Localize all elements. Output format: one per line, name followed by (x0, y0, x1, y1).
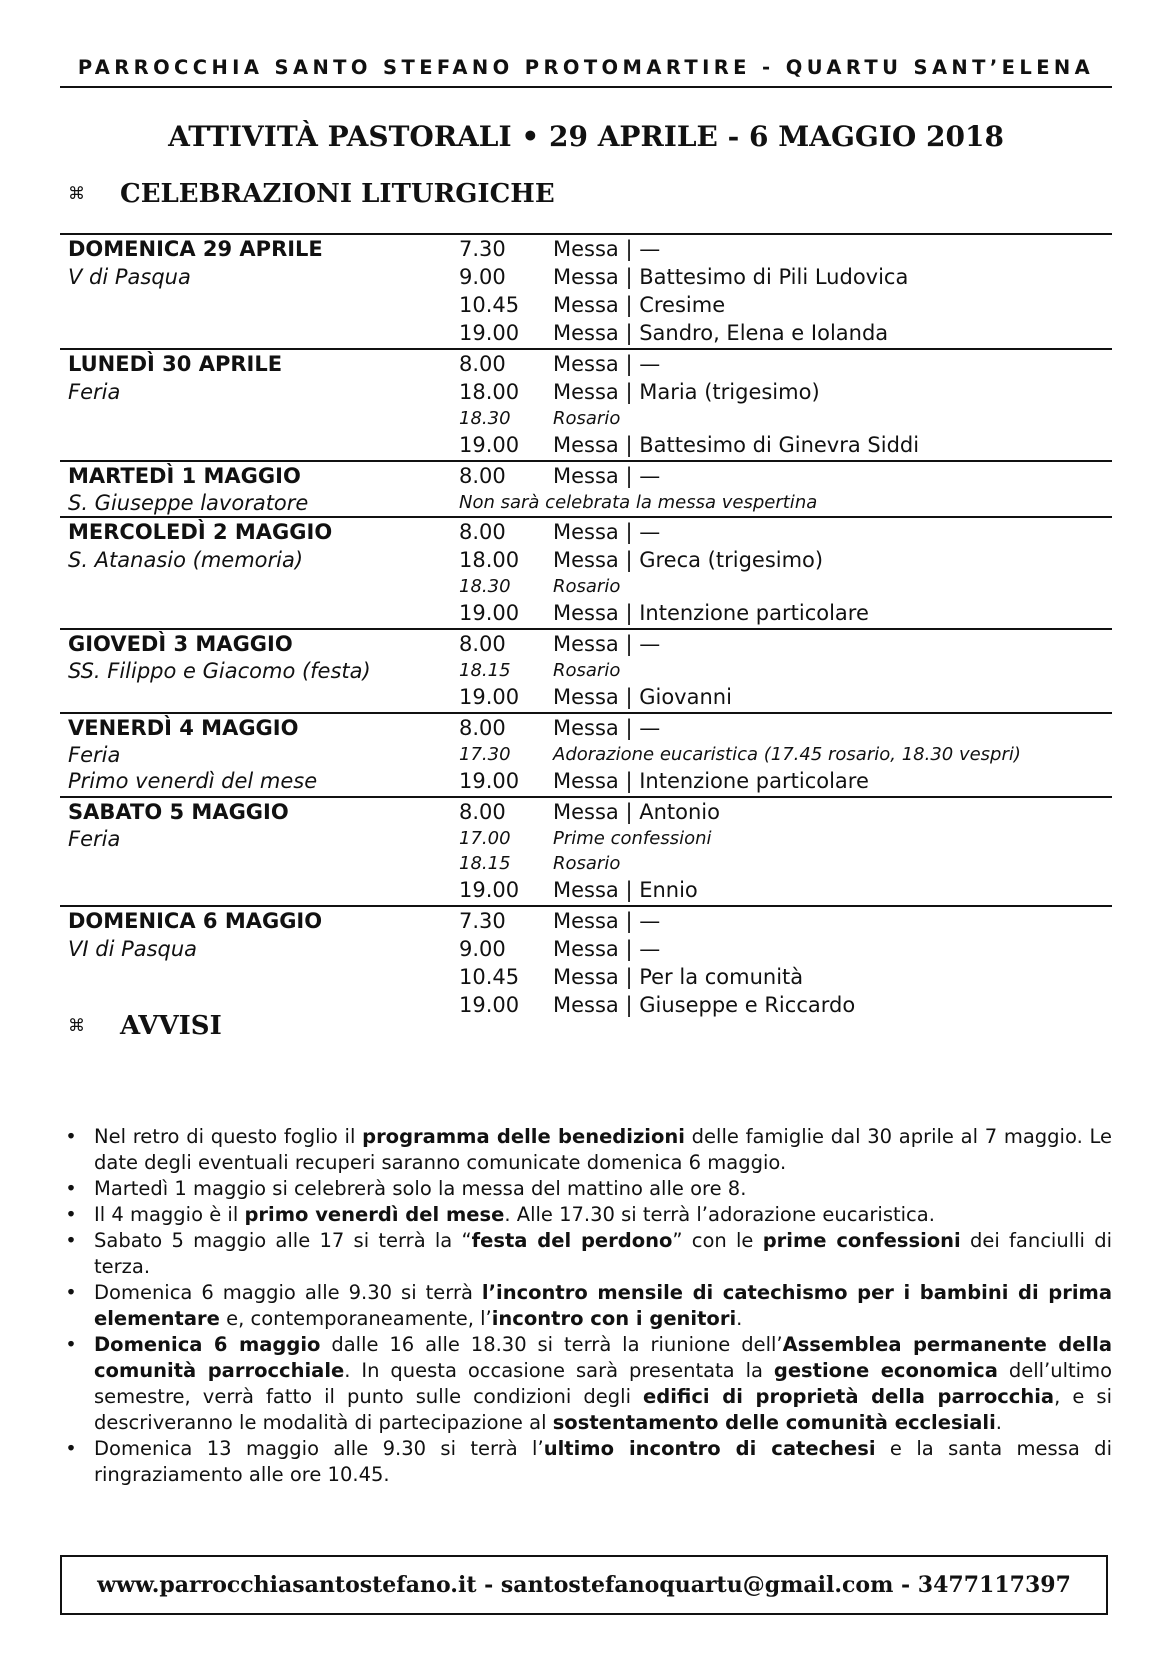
schedule-row (60, 876, 1112, 904)
day-description: VI di Pasqua (68, 937, 198, 961)
event-time: 19.00 (459, 878, 520, 902)
notice-emphasis: Assemblea permanente della comunità parrocchiale (94, 1333, 1112, 1382)
schedule-day (60, 712, 1112, 796)
schedule-day (60, 796, 1112, 905)
schedule-day (60, 460, 1112, 516)
contact-footer (60, 1555, 1108, 1615)
day-name: DOMENICA 6 MAGGIO (68, 909, 323, 933)
notice-emphasis: edifici di proprietà della parrocchia (643, 1385, 1055, 1408)
schedule-day (60, 516, 1112, 628)
schedule-row (60, 658, 1112, 683)
event-description: Rosario (553, 576, 621, 597)
day-description: SS. Filippo e Giacomo (festa) (68, 658, 371, 683)
day-description: S. Giuseppe lavoratore (68, 490, 309, 515)
notice-text: e, contemporaneamente, l’ (219, 1307, 492, 1330)
event-time: 9.00 (459, 937, 506, 961)
section-mark-icon: ⌘ (68, 1016, 85, 1036)
notice-emphasis: prime confessioni (762, 1229, 961, 1252)
header-divider (60, 86, 1112, 88)
event-time: 8.00 (459, 716, 506, 740)
notice-text: Sabato 5 maggio alle 17 si terrà la “ (94, 1229, 472, 1252)
event-time: 7.30 (459, 909, 506, 933)
event-time: 18.15 (459, 660, 511, 681)
notice-text: ” con le (672, 1229, 763, 1252)
event-description: Messa | Cresime (553, 293, 726, 317)
bullet-icon: • (65, 1437, 77, 1460)
event-description: Messa | — (553, 464, 661, 488)
day-name: MERCOLEDÌ 2 MAGGIO (68, 520, 333, 544)
bullet-icon: • (65, 1281, 77, 1304)
schedule-day (60, 348, 1112, 460)
notice-emphasis: programma delle benedizioni (362, 1125, 685, 1148)
event-time: 10.45 (459, 293, 520, 317)
schedule-row (60, 742, 1112, 767)
day-name: SABATO 5 MAGGIO (68, 800, 289, 824)
notice-text: Martedì 1 maggio si celebrerà solo la messa del mattino alle ore 8. (94, 1177, 747, 1200)
notice-emphasis: festa del perdono (471, 1229, 673, 1252)
notice-emphasis: Domenica 6 maggio (94, 1333, 321, 1356)
event-description: Rosario (553, 660, 621, 681)
event-time: 18.00 (459, 548, 520, 572)
day-description: Feria (68, 742, 121, 767)
day-name: LUNEDÌ 30 APRILE (68, 352, 283, 376)
schedule-row (60, 630, 1112, 658)
event-description: Messa | — (553, 520, 661, 544)
notice-text: . (995, 1411, 1002, 1434)
event-description: Messa | Sandro, Elena e Iolanda (553, 321, 889, 345)
event-description: Messa | Giovanni (553, 685, 732, 709)
bullet-icon: • (65, 1125, 77, 1148)
event-time: 18.30 (459, 408, 511, 429)
day-name: DOMENICA 29 APRILE (68, 237, 323, 261)
notice-text: e la santa messa di ringraziamento alle ore 10.45. (94, 1437, 1112, 1486)
notices-list (60, 1124, 1112, 1488)
event-description: Adorazione eucaristica (17.45 rosario, 18.30 vespri) (553, 744, 1021, 765)
event-time: 8.00 (459, 520, 506, 544)
schedule-day (60, 233, 1112, 348)
notice-emphasis: primo venerdì del mese (244, 1203, 505, 1226)
event-description: Messa | — (553, 632, 661, 656)
day-description: S. Atanasio (memoria) (68, 548, 304, 572)
event-time: 10.45 (459, 965, 520, 989)
day-name: GIOVEDÌ 3 MAGGIO (68, 632, 293, 656)
notice-text: . In questa occasione sarà presentata la (344, 1359, 774, 1382)
event-time: 8.00 (459, 464, 506, 488)
event-time: 8.00 (459, 800, 506, 824)
schedule-row (60, 599, 1112, 627)
event-description: Rosario (553, 408, 621, 429)
parish-header: PARROCCHIA SANTO STEFANO PROTOMARTIRE - QUARTU SANT’ELENA (77, 56, 1095, 79)
event-description: Messa | Battesimo di Pili Ludovica (553, 265, 909, 289)
schedule-row (60, 683, 1112, 711)
event-time: 8.00 (459, 632, 506, 656)
section-mark-icon: ⌘ (68, 184, 85, 204)
schedule-row (60, 851, 1112, 876)
event-time: 9.00 (459, 265, 506, 289)
schedule-row (60, 235, 1112, 263)
schedule-row (60, 935, 1112, 963)
notice-item (60, 1332, 1112, 1436)
event-time: 18.00 (459, 380, 520, 404)
schedule-day (60, 628, 1112, 712)
section-celebrations-heading (68, 175, 555, 213)
schedule-row (60, 714, 1112, 742)
day-name: VENERDÌ 4 MAGGIO (68, 716, 299, 740)
notice-item (60, 1202, 1112, 1228)
notice-emphasis: l’incontro mensile di catechismo per i bambini di prima elementare (94, 1281, 1112, 1330)
notice-text: dalle 16 alle 18.30 si terrà la riunione dell’ (320, 1333, 783, 1356)
event-time: 19.00 (459, 769, 520, 793)
notice-text: Domenica 13 maggio alle 9.30 si terrà l’ (94, 1437, 544, 1460)
event-time: 18.30 (459, 576, 511, 597)
event-description: Messa | Battesimo di Ginevra Siddi (553, 433, 920, 457)
event-description: Prime confessioni (553, 828, 712, 849)
notice-text: Domenica 6 maggio alle 9.30 si terrà (94, 1281, 482, 1304)
event-description: Messa | Intenzione particolare (553, 769, 869, 793)
day-name: MARTEDÌ 1 MAGGIO (68, 464, 301, 488)
notice-item (60, 1176, 1112, 1202)
schedule-row (60, 490, 1112, 515)
notice-emphasis: incontro con i genitori (491, 1307, 737, 1330)
notice-emphasis: ultimo incontro di catechesi (543, 1437, 876, 1460)
notice-item (60, 1436, 1112, 1488)
schedule-row (60, 319, 1112, 347)
notice-emphasis: gestione economica (773, 1359, 998, 1382)
event-description: Messa | — (553, 237, 661, 261)
schedule-row (60, 574, 1112, 599)
bullet-icon: • (65, 1229, 77, 1252)
notice-text: delle famiglie dal 30 aprile al 7 maggio. Le date degli eventuali recuperi saranno comunicate domenica 6 maggio. (94, 1125, 1112, 1174)
schedule-row (60, 798, 1112, 826)
schedule-row (60, 963, 1112, 991)
day-description: Feria (68, 826, 121, 851)
schedule-row (60, 378, 1112, 406)
event-description: Messa | Maria (trigesimo) (553, 380, 820, 404)
day-description: Feria (68, 380, 121, 404)
event-description: Messa | Per la comunità (553, 965, 804, 989)
schedule-row (60, 291, 1112, 319)
event-description: Messa | — (553, 716, 661, 740)
event-description: Messa | Greca (trigesimo) (553, 548, 824, 572)
event-time: 17.30 (459, 744, 511, 765)
notice-text: Il 4 maggio è il (94, 1203, 245, 1226)
event-description: Messa | — (553, 937, 661, 961)
notice-text: Nel retro di questo foglio il (94, 1125, 363, 1148)
event-time: 17.00 (459, 828, 511, 849)
event-time: 7.30 (459, 237, 506, 261)
notice-text: , e si descriveranno le modalità di partecipazione al (94, 1385, 1113, 1434)
schedule-row (60, 907, 1112, 935)
event-description: Messa | Antonio (553, 800, 720, 824)
notice-item (60, 1280, 1112, 1332)
schedule-row (60, 263, 1112, 291)
event-time: 18.15 (459, 853, 511, 874)
schedule-row (60, 431, 1112, 459)
section-celebrations-label: CELEBRAZIONI LITURGICHE (120, 179, 555, 209)
event-note: Non sarà celebrata la messa vespertina (459, 492, 818, 513)
section-notices-heading (68, 1007, 222, 1045)
schedule-row (60, 518, 1112, 546)
schedule-row (60, 767, 1112, 795)
schedule-row (60, 546, 1112, 574)
contact-text: www.parrocchiasantostefano.it - santostefanoquartu@gmail.com - 3477117397 (97, 1572, 1071, 1598)
notice-text: dell’ultimo semestre, verrà fatto il punto sulle condizioni degli (94, 1359, 1112, 1408)
event-time: 19.00 (459, 433, 520, 457)
schedule-row (60, 350, 1112, 378)
event-time: 19.00 (459, 685, 520, 709)
bullet-icon: • (65, 1203, 77, 1226)
event-description: Messa | — (553, 909, 661, 933)
bulletin-page (60, 0, 1112, 1654)
schedule-row (60, 406, 1112, 431)
notice-text: dei fanciulli di terza. (94, 1229, 1113, 1278)
notice-emphasis: sostentamento delle comunità ecclesiali (552, 1411, 996, 1434)
schedule-row (60, 462, 1112, 490)
event-description: Messa | — (553, 352, 661, 376)
event-description: Messa | Intenzione particolare (553, 601, 869, 625)
event-time: 19.00 (459, 601, 520, 625)
liturgical-schedule (60, 233, 1112, 1020)
notice-text: . Alle 17.30 si terrà l’adorazione eucaristica. (504, 1203, 935, 1226)
notice-text: . (736, 1307, 743, 1330)
event-time: 19.00 (459, 993, 520, 1017)
day-description: V di Pasqua (68, 265, 191, 289)
section-notices-label: AVVISI (120, 1011, 222, 1041)
event-time: 19.00 (459, 321, 520, 345)
bullet-icon: • (65, 1177, 77, 1200)
day-description: Primo venerdì del mese (68, 769, 318, 793)
event-description: Rosario (553, 853, 621, 874)
event-time: 8.00 (459, 352, 506, 376)
notice-item (60, 1228, 1112, 1280)
event-description: Messa | Giuseppe e Riccardo (553, 993, 856, 1017)
event-description: Messa | Ennio (553, 878, 698, 902)
notice-item (60, 1124, 1112, 1176)
schedule-row (60, 826, 1112, 851)
bullet-icon: • (65, 1333, 77, 1356)
page-title: ATTIVITÀ PASTORALI • 29 APRILE - 6 MAGGIO 2018 (168, 120, 1004, 153)
schedule-day (60, 905, 1112, 1020)
